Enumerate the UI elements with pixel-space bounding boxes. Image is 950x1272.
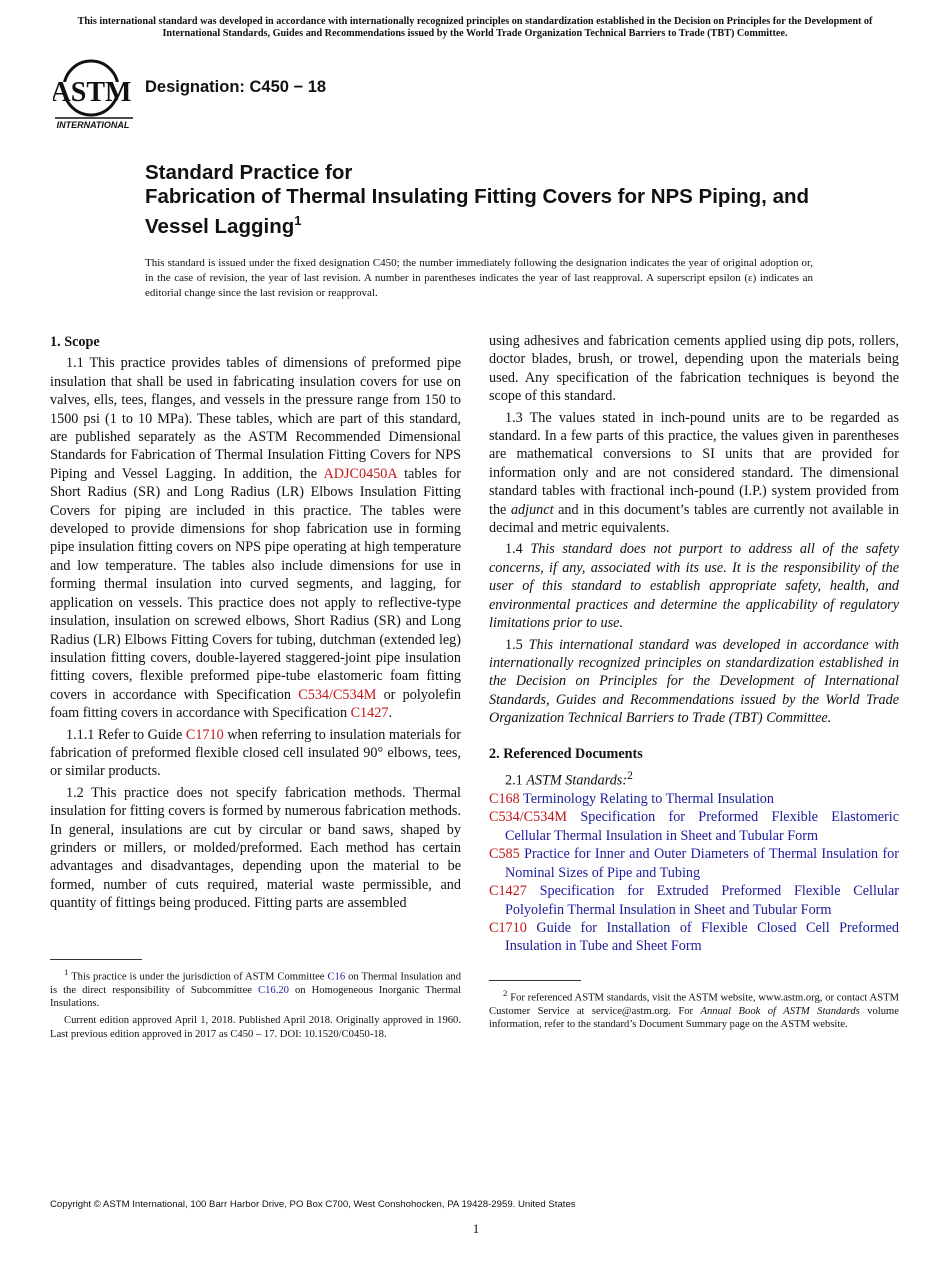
footnote-rule-left [50, 959, 142, 960]
designation: Designation: C450 − 18 [145, 78, 327, 96]
title-line-1: Standard Practice for [145, 161, 353, 184]
astm-logo-icon [53, 58, 135, 132]
reference-item[interactable]: C168 Terminology Relating to Thermal Insulation [489, 791, 774, 808]
reference-item[interactable]: C1427 Specification for Extruded Preformed Flexible Cellular Polyolefin Thermal Insulation in Sheet and Tubular Form [489, 883, 899, 918]
paragraph-1-5: 1.5 This international standard was developed in accordance with internationally recognized principles on standardization established in the Decision on Principles for the Development of International Standards, Guides and Recommendations issued by the World Trade Organization Technical Barriers to Trade (TBT) Committee. [489, 636, 899, 727]
footnote-1: $^1$ This practice is under the jurisdiction of ASTM Committee C16 on Thermal Insulation and is the direct responsibility of Subcommittee C16.20 on Homogeneous Inorganic Thermal Insulations. Current edition approved April 1, 2018. Published April 2018. Originally approved in 1960. Last previous edition approved in 2017 as C450 – 17. DOI: 10.1520/C0450-18. [50, 966, 462, 1040]
paragraph-1-1-1: 1.1.1 Refer to Guide C1710 when referring to insulation materials for fabrication of preformed flexible closed cell insulated 90° elbows, tees, or similar products. [50, 726, 461, 780]
reference-item[interactable]: C534/C534M Specification for Preformed Flexible Elastomeric Cellular Thermal Insulation in Sheet and Tubular Form [489, 809, 900, 844]
link-adjc0450a[interactable]: ADJC0450A [323, 465, 397, 482]
paragraph-1-2-cont: using adhesives and fabrication cements applied using dip pots, rollers, doctor blades, brush, or trowel, depending upon the materials being used. Any specification of the fabrication techniques is beyond the scope of this standard. [489, 333, 899, 405]
footnote-2: $^2$ For referenced ASTM standards, visit the ASTM website, www.astm.org, or contact ASTM Customer Service at service@astm.org. For Annual Book of ASTM Standards volume information, refer to the standard’s Document Summary page on the ASTM website. [489, 987, 899, 1031]
paragraph-1-1: 1.1 This practice provides tables of dimensions of preformed pipe insulation that shall be used in fabricating insulation covers for use on valves, ells, tees, flanges, and vessels in the pressure range from 150 to 1500 psi (1 to 10 MPa). These tables, which are part of this standard, are published separately as the ASTM Recommended Dimensional Standards for Fabrication of Thermal Insulation Fitting Covers for NPS Piping and Vessel Lagging. In addition, the ADJC0450A tables for Short Radius (SR) and Long Radius (LR) Elbows Insulation Fitting Covers for piping are included in this practice. The tables were developed to provide dimensions for shop fabrication use in forming pipe insulation fitting covers on NPS pipe operating at high temperature and low temperature. The tables also include dimensions for use in forming thermal insulation into curved segments, and lagging, for application on vessels. This practice does not apply to reflective-type insulation, insulation on screwed elbows, Short Radius (SR) and Long Radius (LR) Elbows Fitting Covers for tubing, dutchman (extended leg) insulation fitting covers, double-layered staggered-joint pipe insulation fitting covers, flexible preformed pipe-tube elastomeric foam fitting covers in accordance with Specification C534/C534M or polyolefin foam fitting covers in accordance with Specification C1427. [50, 355, 461, 722]
logo-text: ASTM [53, 77, 132, 108]
copyright: Copyright © ASTM International, 100 Barr Harbor Drive, PO Box C700, West Conshohocken, PA 19428-2959. United States [50, 1199, 576, 1210]
link-c16-20[interactable]: C16.20 [258, 984, 289, 996]
footnote-1-approval: Current edition approved April 1, 2018. Published April 2018. Originally approved in 1960. Last previous edition approved in 2017 as C450 – 17. DOI: 10.1520/C0450-18. [50, 1014, 461, 1040]
logo-subtext: INTERNATIONAL [56, 120, 130, 130]
link-c534[interactable]: C534/C534M [298, 686, 377, 703]
document-title [145, 161, 845, 239]
section-heading-scope: 1. Scope [50, 334, 100, 350]
subsection-2-1: 2.1 ASTM Standards:$^2$ [505, 767, 633, 789]
paragraph-1-2: 1.2 This practice does not specify fabrication methods. Thermal insulation for fitting covers is formed by numerous fabrication methods. In general, insulations are cut by circular or band saws, shaped by grinders or millers, or molded/preformed. Each method has certain advantages and disadvantages, depending upon the material to be formed, number of cuts required, material waste permissible, and quantity of fittings being produced. Fitting parts are assembled [50, 784, 461, 912]
reference-item[interactable]: C1710 Guide for Installation of Flexible Closed Cell Preformed Insulation in Tube and Sheet Form [489, 919, 900, 955]
issue-note: This standard is issued under the fixed designation C450; the number immediately following the designation indicates the year of original adoption or, in the case of revision, the year of last revision. A number in parentheses indicates the year of last reapproval. A superscript epsilon (ε) indicates an editorial change since the last revision or reapproval. [145, 257, 813, 299]
page-number: 1 [472, 1221, 480, 1236]
standard-notice: This international standard was developed in accordance with internationally recognized principles on standardization established in the Decision on Principles for the Development of International Standards, Guides and Recommendations issued by the World Trade Organization Technical Barriers to Trade (TBT) Committee. [77, 16, 873, 39]
reference-item[interactable]: C585 Practice for Inner and Outer Diameters of Thermal Insulation for Nominal Sizes of Pipe and Tubing [489, 846, 900, 881]
link-c16[interactable]: C16 [327, 971, 346, 983]
right-column [489, 332, 899, 1032]
link-c1427[interactable]: C1427 [350, 705, 389, 722]
link-c1710[interactable]: C1710 [185, 726, 224, 743]
left-column [50, 333, 461, 1041]
footnote-rule-right [489, 980, 581, 981]
paragraph-1-3: 1.3 The values stated in inch-pound units are to be regarded as standard. In a few parts of this practice, the values given in parentheses are mathematical conversions to SI units that are provided for information only and are not considered standard. The dimensional standard tables with fractional inch-pound (I.P.) system provided from the adjunct and in this document’s tables are currently not available in decimal and metric equivalents. [489, 409, 899, 537]
title-footnote-mark: 1 [294, 213, 302, 228]
paragraph-1-4: 1.4 This standard does not purport to address all of the safety concerns, if any, associated with its use. It is the responsibility of the user of this standard to establish appropriate safety, health, and environmental practices and determine the applicability of regulatory limitations prior to use. [489, 541, 899, 632]
astm-logo [53, 58, 135, 132]
section-heading-references: 2. Referenced Documents [489, 745, 643, 762]
title-line-2: Fabrication of Thermal Insulating Fitting Covers for NPS Piping, and Vessel Lagging$^1$ [145, 185, 810, 238]
